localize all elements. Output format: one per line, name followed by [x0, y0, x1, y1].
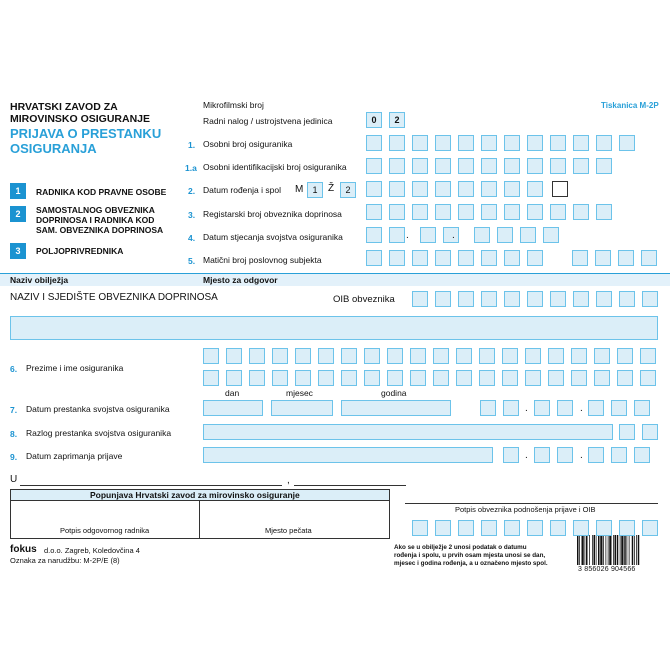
field-8-number: 8. — [10, 429, 18, 439]
spol-box[interactable] — [552, 181, 568, 197]
sex-z-code[interactable]: 2 — [340, 182, 356, 198]
prezime-ime-box[interactable] — [640, 370, 656, 386]
oib-osiguranika-box[interactable] — [504, 158, 520, 174]
datum-prestanka-box[interactable] — [611, 400, 627, 416]
maticni-broj-box[interactable] — [618, 250, 634, 266]
dan-label: dan — [225, 388, 240, 398]
datum-rodenja-box[interactable] — [527, 181, 543, 197]
barcode-bar — [594, 535, 596, 565]
maticni-broj-box[interactable] — [412, 250, 428, 266]
prezime-ime-box[interactable] — [272, 370, 288, 386]
barcode-bar — [598, 535, 600, 565]
prezime-ime-box[interactable] — [203, 348, 219, 364]
datum-zaprimanja-box[interactable] — [534, 447, 550, 463]
potpis-obveznika: Potpis obveznika podnošenja prijave i OIB — [455, 505, 596, 514]
field-4-number: 4. — [188, 233, 196, 243]
mikrofilmski-label: Mikrofilmski broj — [203, 100, 264, 110]
oib-potpis-box[interactable] — [550, 520, 566, 536]
registarski-broj-box[interactable] — [527, 204, 543, 220]
barcode-bar — [589, 535, 590, 565]
barcode-bar — [624, 535, 626, 565]
field-7-label: Datum prestanka svojstva osiguranika — [26, 404, 170, 414]
employer-name-input[interactable] — [10, 316, 658, 340]
registarski-broj-box[interactable] — [435, 204, 451, 220]
oib-obveznika-box[interactable] — [412, 291, 428, 307]
mjesec-label: mjesec — [286, 388, 313, 398]
osobni-broj-box[interactable] — [389, 135, 405, 151]
hzmo-fill-label: Popunjava Hrvatski zavod za mirovinsko osiguranje — [90, 490, 300, 500]
prezime-ime-box[interactable] — [594, 348, 610, 364]
osobni-broj-box[interactable] — [412, 135, 428, 151]
prezime-ime-box[interactable] — [433, 370, 449, 386]
maticni-broj-box[interactable] — [572, 250, 588, 266]
barcode-bar — [621, 535, 623, 565]
field-7-number: 7. — [10, 405, 18, 415]
prezime-ime-box[interactable] — [364, 370, 380, 386]
prezime-ime-box[interactable] — [548, 348, 564, 364]
prezime-ime-box[interactable] — [318, 370, 334, 386]
barcode-text: 3 856026 904566 — [578, 566, 636, 573]
datum-prestanka-box[interactable] — [588, 400, 604, 416]
oib-potpis-box[interactable] — [458, 520, 474, 536]
oib-potpis-box[interactable] — [619, 520, 635, 536]
datum-prestanka-box[interactable] — [634, 400, 650, 416]
mjesto-pecata: Mjesto pečata — [265, 526, 312, 535]
field-5-label: Matični broj poslovnog subjekta — [203, 255, 322, 265]
datum-prestanka-box[interactable] — [534, 400, 550, 416]
oib-obveznika-box[interactable] — [435, 291, 451, 307]
field-8-input[interactable] — [203, 424, 613, 440]
org-name-line2: MIROVINSKO OSIGURANJE — [10, 113, 151, 125]
column-mjesto: Mjesto za odgovor — [203, 275, 278, 285]
oib-potpis-box[interactable] — [573, 520, 589, 536]
oib-obveznika-box[interactable] — [527, 291, 543, 307]
u-label: U — [10, 474, 18, 485]
prezime-ime-box[interactable] — [295, 348, 311, 364]
registarski-broj-box[interactable] — [366, 204, 382, 220]
oib-osiguranika-box[interactable] — [573, 158, 589, 174]
osobni-broj-box[interactable] — [619, 135, 635, 151]
datum-stjecanja-box[interactable] — [520, 227, 536, 243]
barcode-bar — [577, 535, 579, 565]
publisher-logo: fokus — [10, 544, 37, 555]
oib-potpis-box[interactable] — [504, 520, 520, 536]
oib-osiguranika-box[interactable] — [596, 158, 612, 174]
radni-nalog-label: Radni nalog / ustrojstvena jedinica — [203, 116, 333, 126]
barcode-bar — [615, 535, 617, 565]
prezime-ime-box[interactable] — [203, 370, 219, 386]
barcode-bar — [636, 535, 637, 565]
registarski-broj-box[interactable] — [389, 204, 405, 220]
oib-osiguranika-box[interactable] — [458, 158, 474, 174]
barcode-bar — [638, 535, 640, 565]
category-1-badge: 1 — [10, 183, 26, 199]
barcode-bar — [603, 535, 604, 565]
oib-osiguranika-box[interactable] — [366, 158, 382, 174]
barcode-bar — [608, 535, 609, 565]
category-3-label: POLJOPRIVREDNIKA — [36, 246, 124, 256]
oib-obveznika-box[interactable] — [550, 291, 566, 307]
employer-label: NAZIV I SJEDIŠTE OBVEZNIKA DOPRINOSA — [10, 292, 218, 303]
date-separator-dot: . — [525, 450, 528, 461]
prezime-ime-box[interactable] — [318, 348, 334, 364]
prezime-ime-box[interactable] — [594, 370, 610, 386]
oib-obveznika-box[interactable] — [596, 291, 612, 307]
field-2-number: 2. — [188, 186, 196, 196]
field-8-label: Razlog prestanka svojstva osiguranika — [26, 428, 172, 438]
datum-zaprimanja-box[interactable] — [503, 447, 519, 463]
prezime-ime-box[interactable] — [479, 348, 495, 364]
osobni-broj-box[interactable] — [366, 135, 382, 151]
prezime-ime-box[interactable] — [226, 348, 242, 364]
osobni-broj-box[interactable] — [504, 135, 520, 151]
oib-obveznika-box[interactable] — [481, 291, 497, 307]
datum-rodenja-box[interactable] — [435, 181, 451, 197]
oib-obveznika-box[interactable] — [619, 291, 635, 307]
prezime-ime-box[interactable] — [456, 348, 472, 364]
osobni-broj-box[interactable] — [435, 135, 451, 151]
datum-zaprimanja-box[interactable] — [588, 447, 604, 463]
datum-prestanka-box[interactable] — [503, 400, 519, 416]
datum-rodenja-box[interactable] — [481, 181, 497, 197]
datum-rodenja-box[interactable] — [366, 181, 382, 197]
column-header-rule — [0, 273, 670, 274]
column-header-band — [0, 274, 670, 286]
note-line-3: mjesec i godina rođenja, a u označeno mjesto spol. — [394, 560, 548, 567]
registarski-broj-box[interactable] — [458, 204, 474, 220]
hzmo-divider — [199, 501, 200, 539]
prezime-ime-box[interactable] — [525, 370, 541, 386]
barcode-bar — [596, 535, 597, 565]
order-code: Oznaka za narudžbu: M-2P/E (8) — [10, 556, 120, 565]
oib-obveznika-box[interactable] — [642, 291, 658, 307]
date-separator-dot: . — [525, 403, 528, 414]
osobni-broj-box[interactable] — [550, 135, 566, 151]
barcode-bar — [632, 535, 634, 565]
field-7-month-input[interactable] — [271, 400, 333, 416]
datum-zaprimanja-box[interactable] — [611, 447, 627, 463]
maticni-broj-box[interactable] — [504, 250, 520, 266]
oib-osiguranika-box[interactable] — [481, 158, 497, 174]
oib-potpis-box[interactable] — [412, 520, 428, 536]
datum-stjecanja-box[interactable] — [474, 227, 490, 243]
barcode-bar — [617, 535, 619, 565]
place-line — [20, 485, 282, 486]
registarski-broj-box[interactable] — [596, 204, 612, 220]
prezime-ime-box[interactable] — [226, 370, 242, 386]
prezime-ime-box[interactable] — [456, 370, 472, 386]
field-3-label: Registarski broj obveznika doprinosa — [203, 209, 342, 219]
form-title-line2: OSIGURANJA — [10, 141, 97, 156]
barcode-bar — [620, 535, 621, 565]
oib-label: OIB obveznika — [333, 294, 395, 305]
barcode — [576, 535, 660, 565]
datum-stjecanja-box[interactable] — [389, 227, 405, 243]
field-9-input[interactable] — [203, 447, 493, 463]
maticni-broj-box[interactable] — [389, 250, 405, 266]
osobni-broj-box[interactable] — [573, 135, 589, 151]
field-1-number: 1. — [188, 140, 196, 150]
prezime-ime-box[interactable] — [479, 370, 495, 386]
date-separator-dot: . — [580, 450, 583, 461]
org-name-line1: HRVATSKI ZAVOD ZA — [10, 101, 118, 113]
datum-stjecanja-box[interactable] — [366, 227, 382, 243]
oib-obveznika-box[interactable] — [458, 291, 474, 307]
barcode-bar — [600, 535, 602, 565]
field-9-label: Datum zaprimanja prijave — [26, 451, 123, 461]
oib-potpis-box[interactable] — [481, 520, 497, 536]
maticni-broj-box[interactable] — [435, 250, 451, 266]
barcode-bar — [634, 535, 635, 565]
field-1a-number: 1.a — [185, 163, 197, 173]
datum-rodenja-box[interactable] — [458, 181, 474, 197]
form-sheet — [0, 90, 670, 582]
category-1-label: RADNIKA KOD PRAVNE OSOBE — [36, 187, 167, 197]
datum-rodenja-box[interactable] — [389, 181, 405, 197]
datum-zaprimanja-box[interactable] — [557, 447, 573, 463]
field-1a-label: Osobni identifikacijski broj osiguranika — [203, 162, 347, 172]
field-6-number: 6. — [10, 364, 18, 374]
comma: , — [287, 475, 290, 486]
barcode-bar — [606, 535, 607, 565]
datum-rodenja-box[interactable] — [412, 181, 428, 197]
prezime-ime-box[interactable] — [387, 370, 403, 386]
maticni-broj-box[interactable] — [481, 250, 497, 266]
field-7-year-input[interactable] — [341, 400, 451, 416]
oib-potpis-box[interactable] — [596, 520, 612, 536]
prezime-ime-box[interactable] — [387, 348, 403, 364]
prezime-ime-box[interactable] — [548, 370, 564, 386]
field-3-number: 3. — [188, 210, 196, 220]
prezime-ime-box[interactable] — [410, 348, 426, 364]
note-line-2: rođenja i spolu, u prvih osam mjesta unosi se dan, — [394, 552, 546, 559]
registarski-broj-box[interactable] — [550, 204, 566, 220]
category-2-badge: 2 — [10, 206, 26, 222]
date-separator-dot: . — [452, 230, 455, 241]
field-6-label: Prezime i ime osiguranika — [26, 363, 124, 373]
signature-line — [405, 503, 658, 504]
field-4-label: Datum stjecanja svojstva osiguranika — [203, 232, 343, 242]
razlog-box[interactable] — [619, 424, 635, 440]
prezime-ime-box[interactable] — [502, 370, 518, 386]
osobni-broj-box[interactable] — [596, 135, 612, 151]
prezime-ime-box[interactable] — [617, 370, 633, 386]
form-title-line1: PRIJAVA O PRESTANKU — [10, 126, 162, 141]
barcode-bar — [579, 535, 580, 565]
form-code: Tiskanica M-2P — [601, 101, 659, 110]
field-5-number: 5. — [188, 256, 196, 266]
oib-osiguranika-box[interactable] — [389, 158, 405, 174]
prezime-ime-box[interactable] — [640, 348, 656, 364]
datum-prestanka-box[interactable] — [557, 400, 573, 416]
radni-nalog-digit-1[interactable]: 0 — [366, 112, 382, 128]
prezime-ime-box[interactable] — [433, 348, 449, 364]
category-2-line1: SAMOSTALNOG OBVEZNIKA — [36, 205, 155, 215]
oib-osiguranika-box[interactable] — [550, 158, 566, 174]
barcode-bar — [627, 535, 628, 565]
maticni-broj-box[interactable] — [595, 250, 611, 266]
note-line-1: Ako se u obilježje 2 unosi podatak o datumu — [394, 544, 527, 551]
barcode-bar — [586, 535, 588, 565]
prezime-ime-box[interactable] — [341, 348, 357, 364]
prezime-ime-box[interactable] — [364, 348, 380, 364]
barcode-bar — [609, 535, 611, 565]
prezime-ime-box[interactable] — [410, 370, 426, 386]
prezime-ime-box[interactable] — [341, 370, 357, 386]
prezime-ime-box[interactable] — [525, 348, 541, 364]
prezime-ime-box[interactable] — [502, 348, 518, 364]
barcode-bar — [582, 535, 584, 565]
oib-potpis-box[interactable] — [642, 520, 658, 536]
prezime-ime-box[interactable] — [295, 370, 311, 386]
prezime-ime-box[interactable] — [571, 348, 587, 364]
field-2-label: Datum rođenja i spol — [203, 185, 281, 195]
godina-label: godina — [381, 388, 407, 398]
registarski-broj-box[interactable] — [504, 204, 520, 220]
osobni-broj-box[interactable] — [481, 135, 497, 151]
field-9-number: 9. — [10, 452, 18, 462]
datum-stjecanja-box[interactable] — [420, 227, 436, 243]
prezime-ime-box[interactable] — [249, 348, 265, 364]
potpis-radnika: Potpis odgovornog radnika — [60, 526, 150, 535]
datum-zaprimanja-box[interactable] — [634, 447, 650, 463]
radni-nalog-digit-2[interactable]: 2 — [389, 112, 405, 128]
date-line — [294, 485, 406, 486]
prezime-ime-box[interactable] — [272, 348, 288, 364]
prezime-ime-box[interactable] — [571, 370, 587, 386]
oib-osiguranika-box[interactable] — [435, 158, 451, 174]
barcode-bar — [592, 535, 593, 565]
maticni-broj-box[interactable] — [641, 250, 657, 266]
sex-z-label: Ž — [328, 183, 335, 194]
publisher-address: d.o.o. Zagreb, Koledovčina 4 — [44, 546, 140, 555]
field-7-day-input[interactable] — [203, 400, 263, 416]
maticni-broj-box[interactable] — [366, 250, 382, 266]
category-3-badge: 3 — [10, 243, 26, 259]
datum-stjecanja-box[interactable] — [443, 227, 459, 243]
datum-stjecanja-box[interactable] — [543, 227, 559, 243]
barcode-bar — [585, 535, 586, 565]
oib-obveznika-box[interactable] — [504, 291, 520, 307]
datum-prestanka-box[interactable] — [480, 400, 496, 416]
category-2-line2: DOPRINOSA I RADNIKA KOD — [36, 215, 155, 225]
category-2-line3: SAM. OBVEZNIKA DOPRINOSA — [36, 225, 164, 235]
date-separator-dot: . — [580, 403, 583, 414]
prezime-ime-box[interactable] — [249, 370, 265, 386]
field-1-label: Osobni broj osiguranika — [203, 139, 293, 149]
registarski-broj-box[interactable] — [412, 204, 428, 220]
sex-m-code[interactable]: 1 — [307, 182, 323, 198]
date-separator-dot: . — [406, 230, 409, 241]
prezime-ime-box[interactable] — [617, 348, 633, 364]
maticni-broj-box[interactable] — [527, 250, 543, 266]
oib-obveznika-box[interactable] — [573, 291, 589, 307]
column-naziv: Naziv obilježja — [10, 275, 69, 285]
barcode-bar — [613, 535, 614, 565]
oib-potpis-box[interactable] — [435, 520, 451, 536]
razlog-box[interactable] — [642, 424, 658, 440]
osobni-broj-box[interactable] — [458, 135, 474, 151]
registarski-broj-box[interactable] — [573, 204, 589, 220]
datum-rodenja-box[interactable] — [504, 181, 520, 197]
sex-m-label: M — [295, 184, 304, 195]
oib-osiguranika-box[interactable] — [527, 158, 543, 174]
datum-stjecanja-box[interactable] — [497, 227, 513, 243]
oib-potpis-box[interactable] — [527, 520, 543, 536]
registarski-broj-box[interactable] — [481, 204, 497, 220]
maticni-broj-box[interactable] — [458, 250, 474, 266]
barcode-bar — [629, 535, 630, 565]
oib-osiguranika-box[interactable] — [412, 158, 428, 174]
osobni-broj-box[interactable] — [527, 135, 543, 151]
